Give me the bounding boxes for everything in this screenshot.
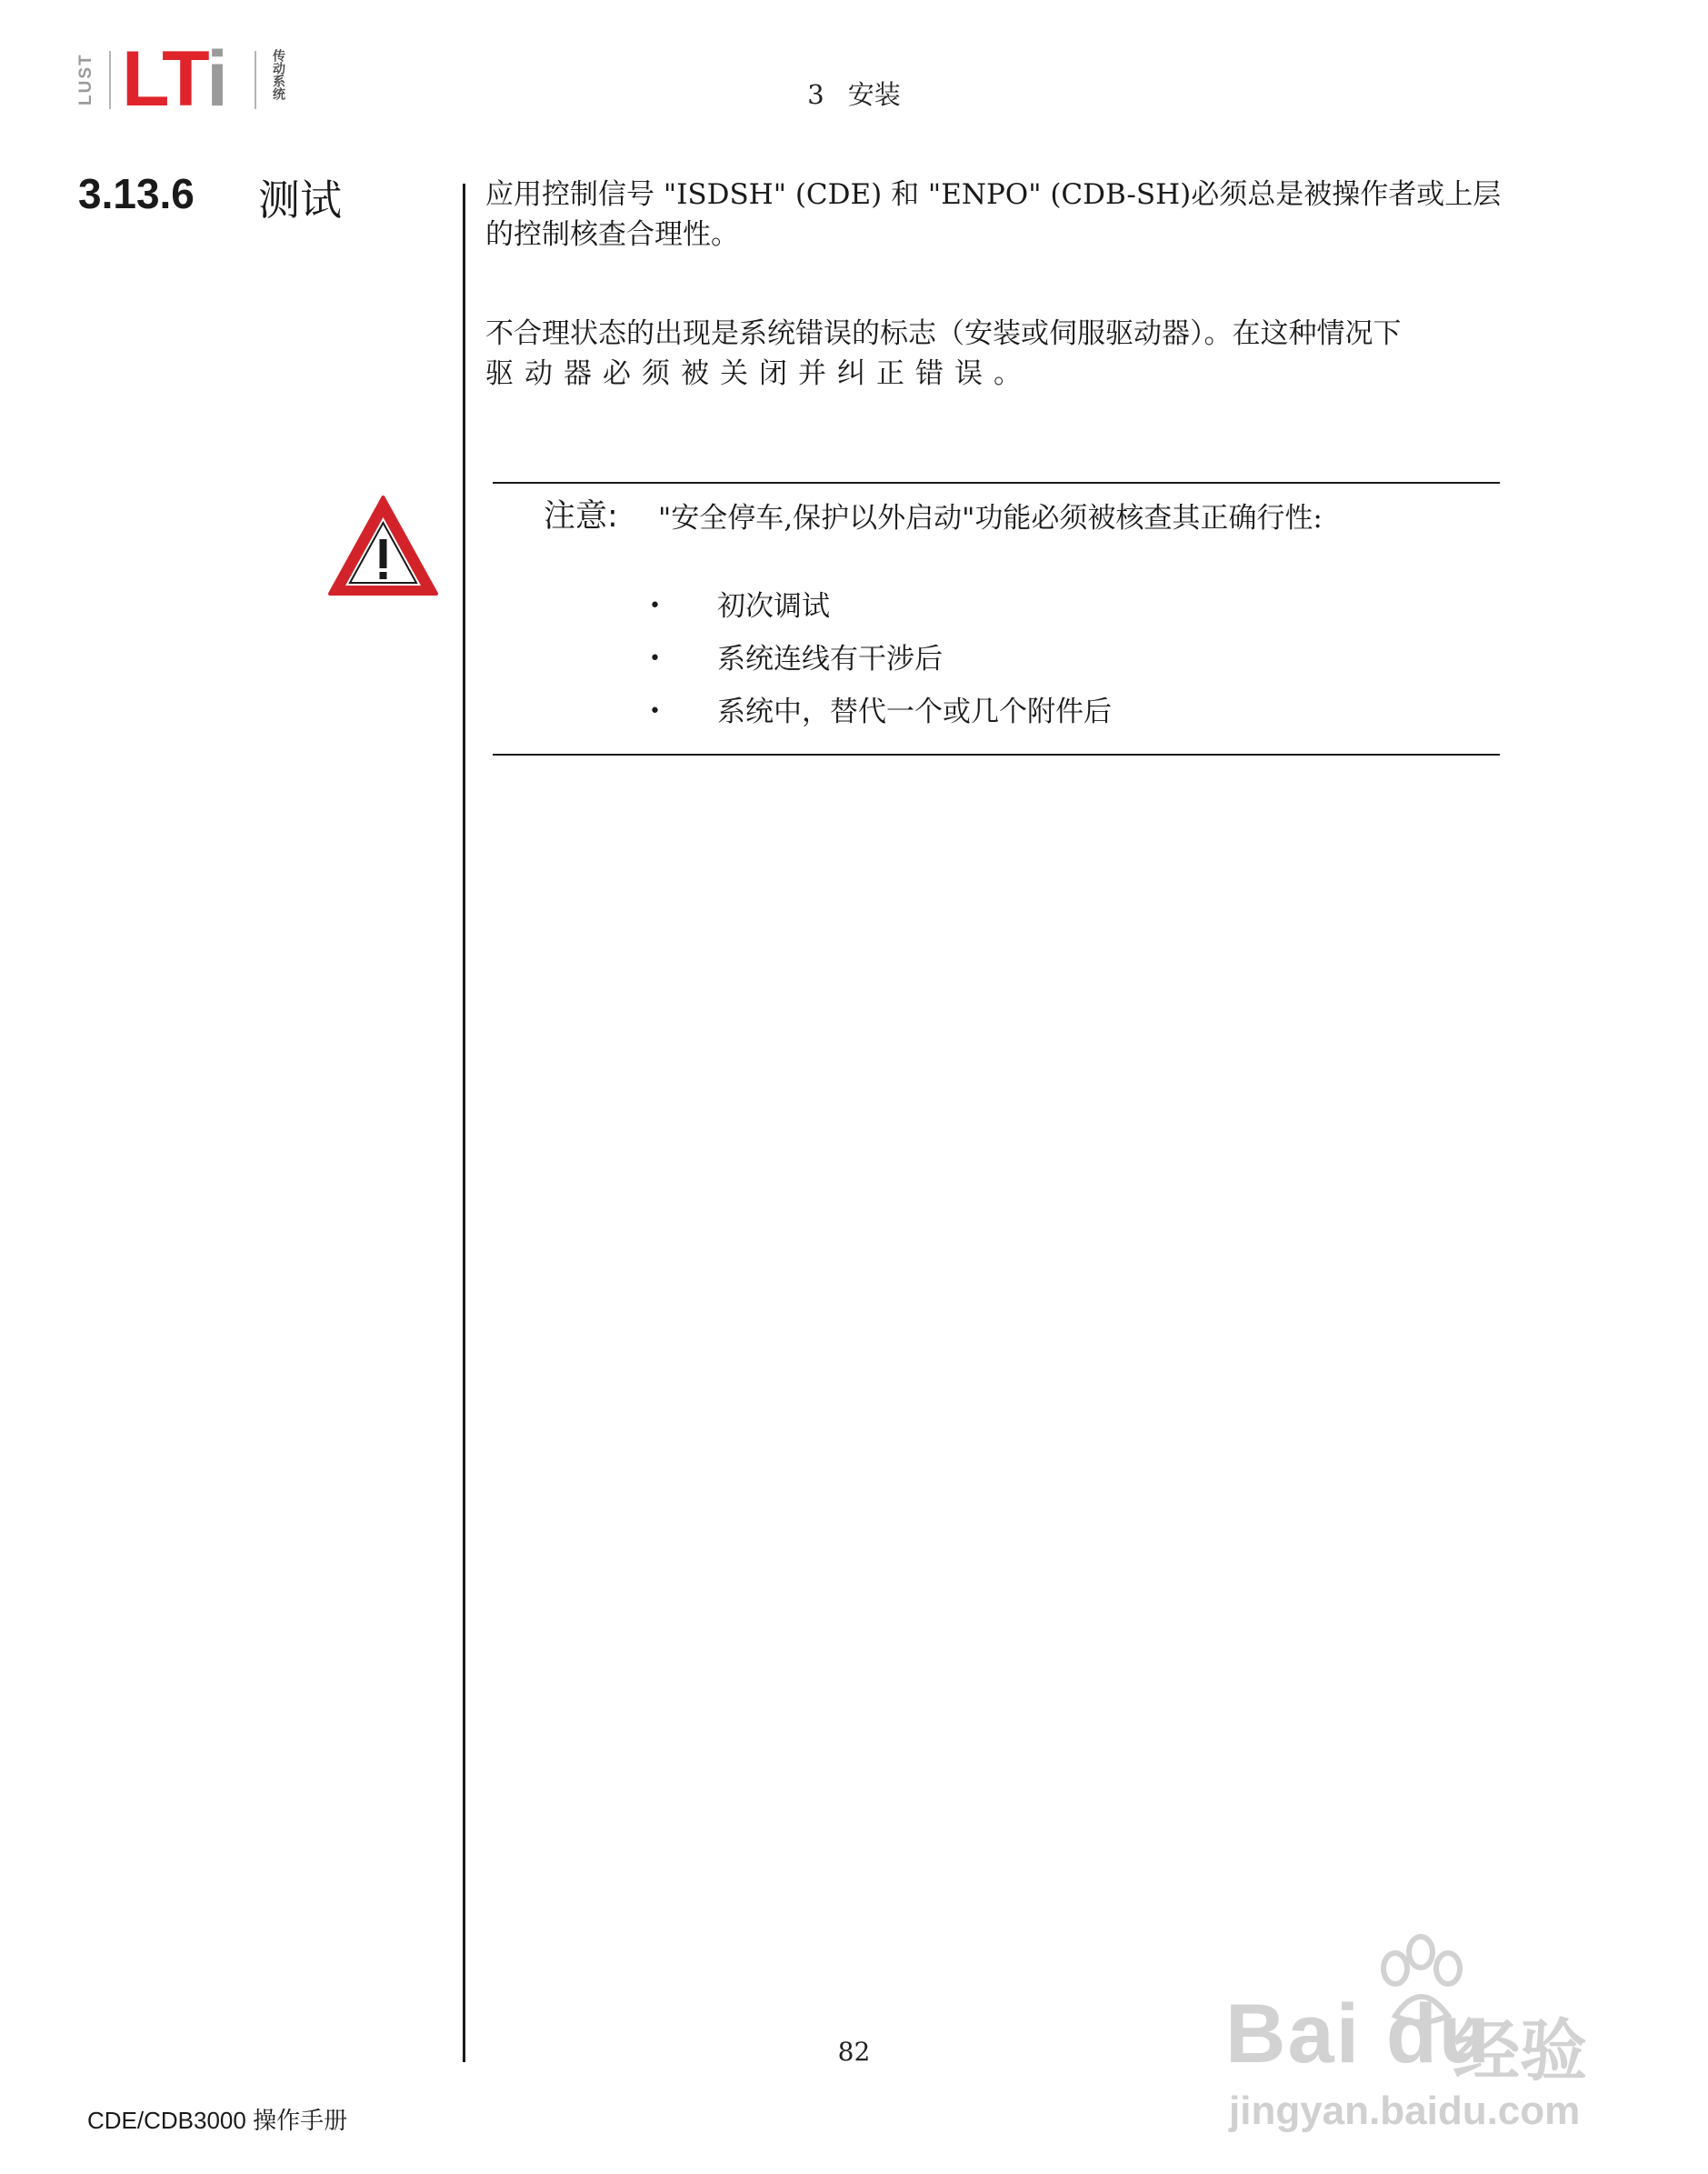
list-item xyxy=(640,686,1112,738)
chapter-title: 安装 xyxy=(847,79,901,110)
section-title: 测试 xyxy=(258,175,342,225)
note-bottom-rule xyxy=(493,754,1500,756)
watermark-brand: Bai du xyxy=(1225,1988,1493,2080)
bullet-icon: • xyxy=(649,595,661,617)
logo-tagline: 传动系统 xyxy=(271,49,285,100)
list-item xyxy=(640,633,1112,686)
warning-triangle-icon xyxy=(326,494,440,598)
list-item-text: 系统连线有干涉后 xyxy=(717,643,943,676)
paragraph-system-error xyxy=(485,314,1509,394)
paragraph-plausibility: 应用控制信号 "ISDSH" (CDE) 和 "ENPO" (CDB-SH)必须总是被操作者或上层的控制核查合理性。 xyxy=(485,178,1502,251)
watermark-url: jingyan.baidu.com xyxy=(1229,2089,1581,2133)
list-item xyxy=(640,580,1112,633)
section-number: 3.13.6 xyxy=(78,170,195,217)
list-item-text: 初次调试 xyxy=(717,590,830,623)
paragraph-line: 驱动器必须被关闭并纠正错误。 xyxy=(485,357,1033,390)
chapter-header xyxy=(0,75,1708,112)
baidu-watermark xyxy=(1218,1932,1645,2141)
page-number: 82 xyxy=(837,2037,871,2067)
list-item-text: 系统中，替代一个或几个附件后 xyxy=(717,696,1112,728)
logo-i-text: i xyxy=(206,35,227,123)
note-bullet-list xyxy=(640,580,1112,738)
manual-title: CDE/CDB3000 操作手册 xyxy=(87,2107,348,2134)
logo-lust-text: LUST xyxy=(76,53,95,105)
bullet-icon: • xyxy=(649,700,661,723)
margin-rule xyxy=(463,184,465,2062)
note-label: 注意: xyxy=(544,498,618,535)
note-top-rule xyxy=(493,482,1500,484)
logo-lt-text: LT xyxy=(122,35,207,123)
chapter-number: 3 xyxy=(807,79,824,110)
watermark-brand-cn: 经验 xyxy=(1453,2012,1587,2090)
paragraph-line: 不合理状态的出现是系统错误的标志（安装或伺服驱动器）。在这种情况下 xyxy=(485,317,1402,350)
note-text: "安全停车,保护以外启动"功能必须被核查其正确行性: xyxy=(658,502,1323,535)
bullet-icon: • xyxy=(649,647,661,670)
